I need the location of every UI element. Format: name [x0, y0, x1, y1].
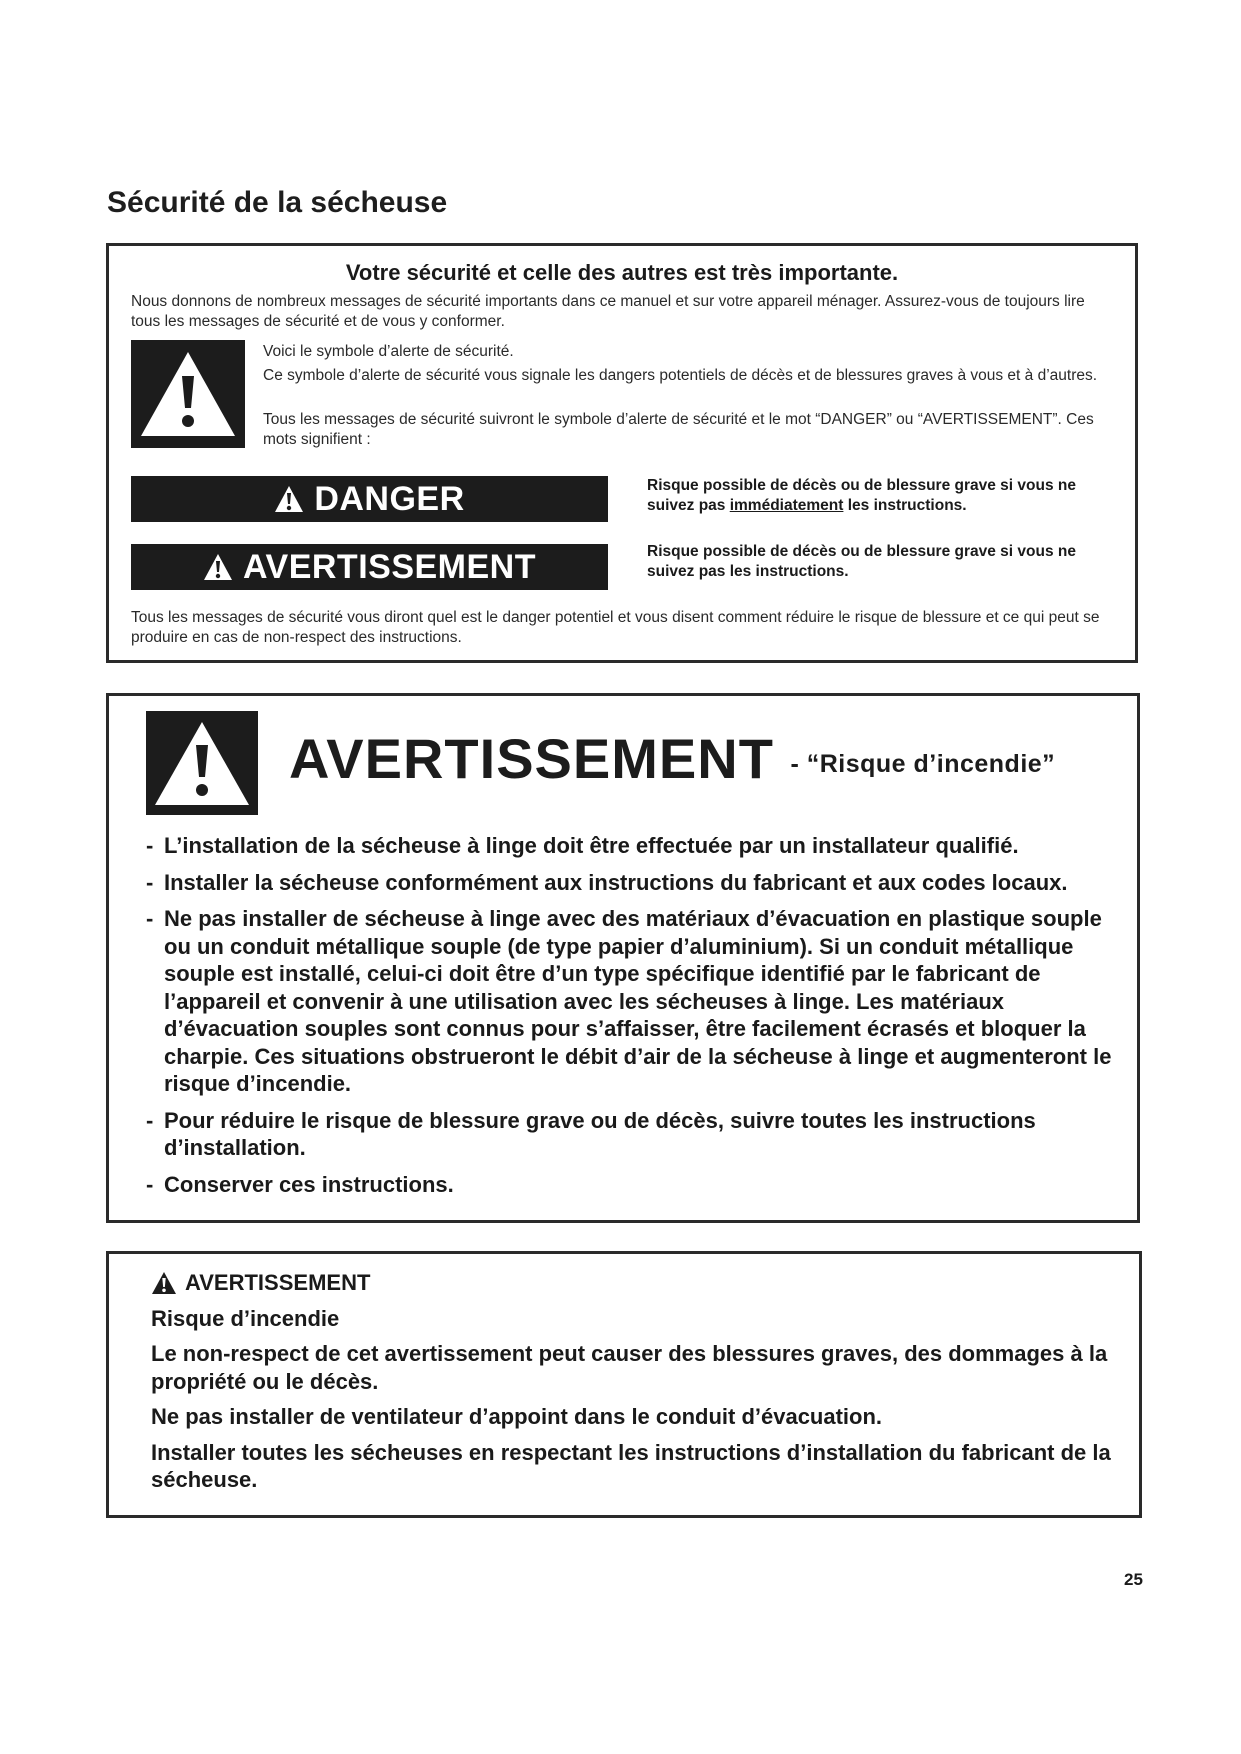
fire-warning-title-text: AVERTISSEMENT — [289, 727, 774, 790]
danger-desc-underlined: immédiatement — [729, 497, 844, 514]
page-number: 25 — [1124, 1570, 1143, 1589]
warning-signal-bar — [131, 544, 608, 590]
safety-intro-text: Nous donnons de nombreux messages de sécurité importants dans ce manuel et sur votre appareil ménager. Assurez-vous de toujours lire tous les messages de sécurité et de vous y conformer. — [131, 293, 1085, 330]
warning-label: AVERTISSEMENT — [242, 547, 536, 586]
list-item: - Ne pas installer de sécheuse à linge avec des matériaux d’évacuation en plastique souple ou un conduit métallique souple (de type papier d’aluminium). Si un conduit métallique souple est installé, celui-ci doit être d’un type spécifique identifié par le fabricant de l’appareil et convenir à une utilisation avec les sécheuses à linge. Les matériaux d’évacuation souples sont connus pour s’affaisser, être facilement écrasés et bloquer la charpie. Ces situations obstrueront le débit d’air de la sécheuse à linge et augmenteront le risque d’incendie. — [146, 905, 1117, 1098]
warning-triangle-icon — [151, 1271, 177, 1295]
warning-description: Risque possible de décès ou de blessure grave si vous ne suivez pas les instructions. — [647, 543, 1076, 580]
ventilator-warning-subtitle: Risque d’incendie — [151, 1305, 340, 1331]
ventilator-warning-p1: Le non-respect de cet avertissement peut causer des blessures graves, des dommages à la propriété ou le décès. — [151, 1341, 1108, 1394]
ventilator-warning-title: AVERTISSEMENT — [185, 1270, 371, 1295]
danger-label: DANGER — [314, 479, 465, 518]
fire-warning-list — [146, 832, 1117, 1207]
danger-description — [647, 476, 1125, 516]
symbol-text-3: Tous les messages de sécurité suivront le symbole d’alerte de sécurité et le mot “DANGER” ou “AVERTISSEMENT”. Ces mots signifient : — [263, 411, 1094, 448]
warning-triangle-icon — [131, 340, 245, 448]
safety-intro-box — [106, 243, 1138, 663]
safety-footer-text: Tous les messages de sécurité vous diront quel est le danger potentiel et vous disent comment réduire le risque de blessure et ce qui peut se produire en cas de non-respect des instructions. — [131, 609, 1100, 646]
danger-signal-bar — [131, 476, 608, 522]
list-item: - Conserver ces instructions. — [146, 1171, 1117, 1199]
page-title: Sécurité de la sécheuse — [107, 186, 448, 219]
list-item: - Pour réduire le risque de blessure grave ou de décès, suivre toutes les instructions d’installation. — [146, 1107, 1117, 1162]
ventilator-warning-heading — [151, 1269, 1114, 1297]
symbol-text-1: Voici le symbole d’alerte de sécurité. — [263, 343, 514, 360]
warning-triangle-icon — [203, 553, 233, 581]
list-item: - Installer la sécheuse conformément aux instructions du fabricant et aux codes locaux. — [146, 869, 1117, 897]
ventilator-warning-p3: Installer toutes les sécheuses en respectant les instructions d’installation du fabricant de la sécheuse. — [151, 1439, 1111, 1492]
warning-triangle-icon — [274, 485, 304, 513]
symbol-text-2: Ce symbole d’alerte de sécurité vous signale les dangers potentiels de décès et de blessures graves à vous et à d’autres. — [263, 367, 1098, 384]
warning-triangle-icon — [146, 711, 258, 815]
safety-heading: Votre sécurité et celle des autres est très importante. — [345, 260, 899, 285]
fire-warning-title — [289, 726, 1055, 791]
fire-warning-box — [106, 693, 1140, 1223]
ventilator-warning-box — [106, 1251, 1142, 1518]
danger-desc-before: Risque possible de décès ou de blessure grave si vous ne suivez pas — [647, 477, 1076, 514]
fire-warning-subtitle: - “Risque d’incendie” — [790, 750, 1056, 778]
list-item: - L’installation de la sécheuse à linge doit être effectuée par un installateur qualifié. — [146, 832, 1117, 860]
danger-desc-after: les instructions. — [843, 497, 967, 514]
ventilator-warning-p2: Ne pas installer de ventilateur d’appoint dans le conduit d’évacuation. — [151, 1404, 883, 1429]
